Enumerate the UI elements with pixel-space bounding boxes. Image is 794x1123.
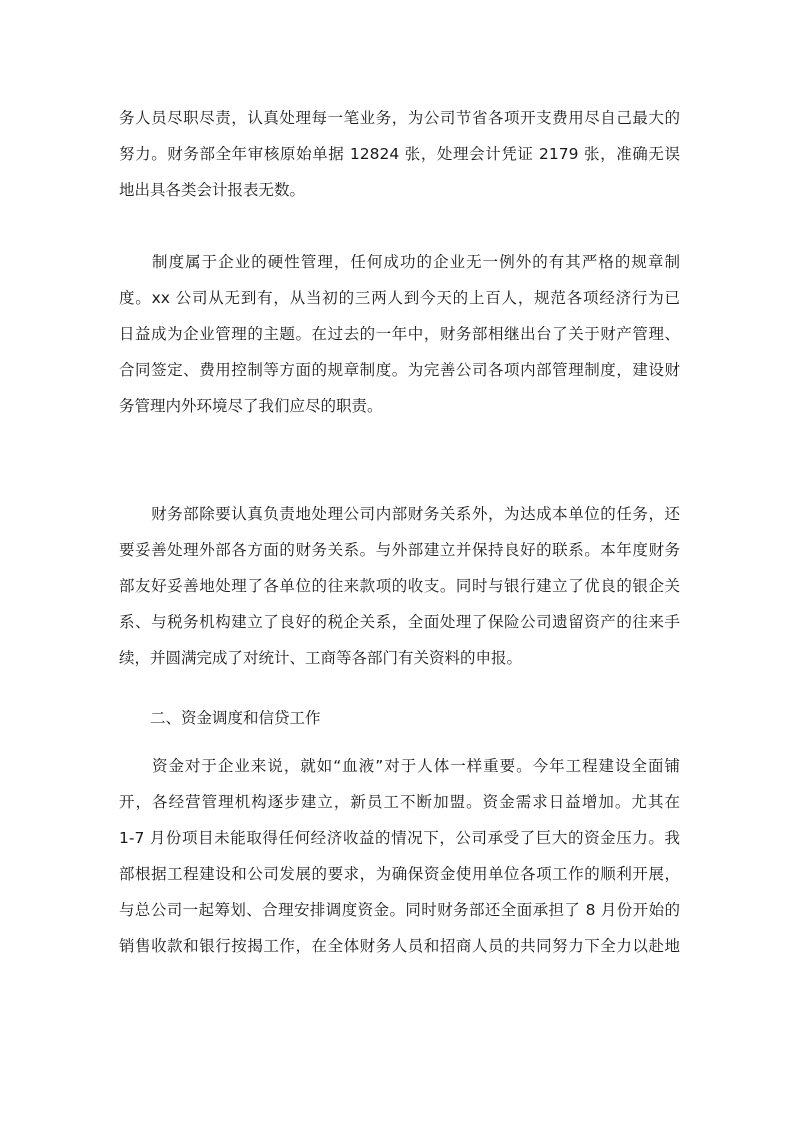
text-line: 与总公司一起筹划、合理安排调度资金。同时财务部还全面承担了 8 月份开始的 xyxy=(119,901,680,919)
text-line: 销售收款和银行按揭工作，在全体财务人员和招商人员的共同努力下全力以赴地 xyxy=(119,937,680,955)
text-line: 日益成为企业管理的主题。在过去的一年中，财务部相继出台了关于财产管理、 xyxy=(119,325,680,343)
text-line: 续，并圆满完成了对统计、工商等各部门有关资料的申报。 xyxy=(119,649,523,667)
text-line: 资金对于企业来说，就如“血液”对于人体一样重要。今年工程建设全面铺 xyxy=(119,757,680,775)
paragraph-external-relations xyxy=(119,496,680,676)
text-line: 1-7 月份项目未能取得任何经济收益的情况下，公司承受了巨大的资金压力。我 xyxy=(119,829,680,847)
paragraph-management-rules xyxy=(119,244,680,424)
text-line: 制度属于企业的硬性管理，任何成功的企业无一例外的有其严格的规章制 xyxy=(119,253,680,271)
text-line: 要妥善处理外部各方面的财务关系。与外部建立并保持良好的联系。本年度财务 xyxy=(119,541,680,559)
text-line: 财务部除要认真负责地处理公司内部财务关系外，为达成本单位的任务，还 xyxy=(119,505,680,523)
section-heading: 二、资金调度和信贷工作 xyxy=(119,709,321,727)
text-line: 部友好妥善地处理了各单位的往来款项的收支。同时与银行建立了优良的银企关 xyxy=(119,577,680,595)
text-line: 务人员尽职尽责，认真处理每一笔业务，为公司节省各项开支费用尽自己最大的 xyxy=(119,109,680,127)
section-heading-funding-credit xyxy=(119,700,680,736)
text-line: 地出具各类会计报表无数。 xyxy=(119,181,306,199)
text-line: 系、与税务机构建立了良好的税企关系，全面处理了保险公司遗留资产的往来手 xyxy=(119,613,680,631)
text-line: 度。xx 公司从无到有，从当初的三两人到今天的上百人，规范各项经济行为已 xyxy=(119,289,680,307)
paragraph-funding-pressure xyxy=(119,748,680,964)
text-line: 务管理内外环境尽了我们应尽的职责。 xyxy=(119,397,383,415)
text-line: 合同签定、费用控制等方面的规章制度。为完善公司各项内部管理制度，建设财 xyxy=(119,361,680,379)
paragraph-finance-staff-duties xyxy=(119,100,680,208)
text-line: 努力。财务部全年审核原始单据 12824 张，处理会计凭证 2179 张，准确无误 xyxy=(119,145,680,163)
text-line: 部根据工程建设和公司发展的要求，为确保资金使用单位各项工作的顺利开展， xyxy=(119,865,680,883)
text-line: 开，各经营管理机构逐步建立，新员工不断加盟。资金需求日益增加。尤其在 xyxy=(119,793,680,811)
